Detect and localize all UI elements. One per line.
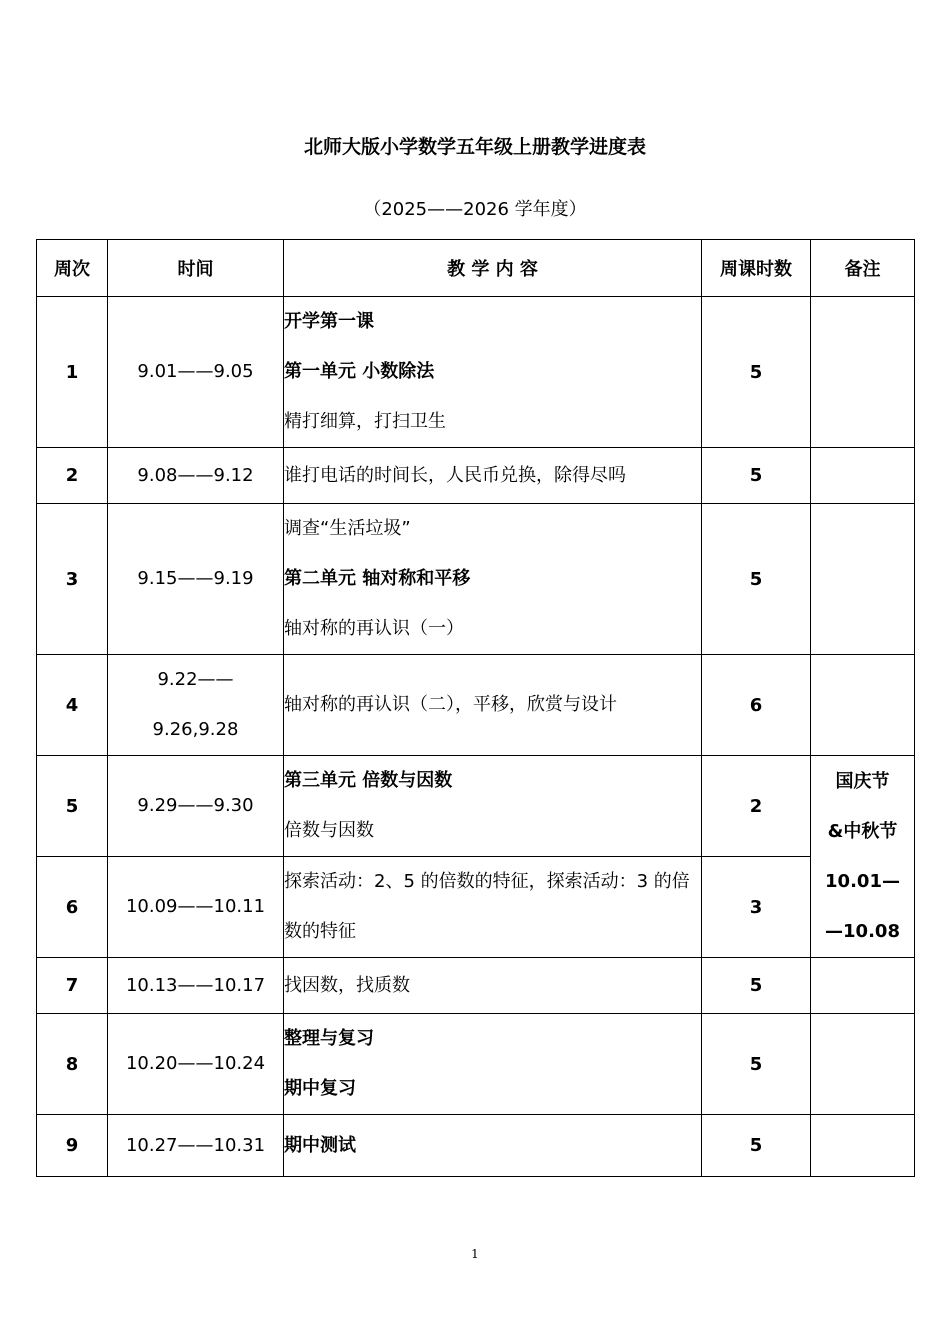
header-time: 时间	[108, 240, 284, 297]
time-cell: 10.09——10.11	[108, 857, 284, 958]
hours-cell: 5	[702, 1014, 811, 1115]
content-line: 谁打电话的时间长，人民币兑换，除得尽吗	[284, 464, 626, 486]
time-cell: 10.13——10.17	[108, 958, 284, 1014]
remarks-cell	[811, 1014, 915, 1115]
remarks-cell	[811, 958, 915, 1014]
table-row	[37, 756, 915, 857]
remark-line: 10.01—	[825, 870, 900, 892]
remarks-cell	[811, 297, 915, 448]
week-cell: 6	[37, 857, 108, 958]
content-cell	[284, 1014, 702, 1115]
content-line: 精打细算，打扫卫生	[284, 411, 446, 432]
time-cell: 10.20——10.24	[108, 1014, 284, 1115]
table-row	[37, 1014, 915, 1115]
week-cell: 3	[37, 504, 108, 655]
content-cell	[284, 1115, 702, 1177]
week-cell: 5	[37, 756, 108, 857]
time-cell: 9.29——9.30	[108, 756, 284, 857]
hours-cell: 5	[702, 504, 811, 655]
schedule-table	[36, 239, 915, 1177]
week-cell: 1	[37, 297, 108, 448]
table-row	[37, 655, 915, 756]
hours-cell: 6	[702, 655, 811, 756]
content-line: 调查“生活垃圾”	[284, 518, 411, 539]
holiday-remark-cell	[811, 756, 915, 958]
table-row	[37, 1115, 915, 1177]
week-cell: 9	[37, 1115, 108, 1177]
remark-line: —10.08	[825, 920, 900, 942]
time-cell: 9.08——9.12	[108, 448, 284, 504]
content-cell	[284, 958, 702, 1014]
page-title: 北师大版小学数学五年级上册教学进度表	[303, 136, 646, 158]
time-cell: 9.01——9.05	[108, 297, 284, 448]
table-row	[37, 958, 915, 1014]
remark-line: 国庆节	[835, 770, 890, 792]
page-number: 1	[471, 1247, 479, 1261]
header-hours: 周课时数	[702, 240, 811, 297]
time-cell	[108, 655, 284, 756]
week-cell: 7	[37, 958, 108, 1014]
time-line: 9.26,9.28	[152, 719, 239, 740]
content-line: 轴对称的再认识（一）	[284, 618, 464, 639]
hours-cell: 5	[702, 297, 811, 448]
content-cell	[284, 655, 702, 756]
hours-cell: 2	[702, 756, 811, 857]
remark-line: &中秋节	[827, 820, 898, 842]
content-line: 整理与复习	[284, 1028, 374, 1049]
remarks-cell	[811, 655, 915, 756]
time-cell: 10.27——10.31	[108, 1115, 284, 1177]
header-week: 周次	[37, 240, 108, 297]
week-cell: 4	[37, 655, 108, 756]
time-line: 9.22——	[157, 669, 234, 690]
hours-cell: 5	[702, 448, 811, 504]
remarks-cell	[811, 448, 915, 504]
header-remarks: 备注	[811, 240, 915, 297]
table-row	[37, 448, 915, 504]
content-line: 第二单元 轴对称和平移	[284, 568, 471, 589]
table-header-row	[37, 240, 915, 297]
remarks-cell	[811, 504, 915, 655]
content-line: 期中测试	[284, 1134, 356, 1156]
content-line: 轴对称的再认识（二），平移，欣赏与设计	[284, 694, 617, 715]
table-row	[37, 297, 915, 448]
content-line: 第三单元 倍数与因数	[284, 770, 453, 791]
table-row	[37, 857, 915, 958]
hours-cell: 5	[702, 1115, 811, 1177]
remarks-cell	[811, 1115, 915, 1177]
content-cell	[284, 504, 702, 655]
content-line: 开学第一课	[284, 311, 374, 332]
time-cell: 9.15——9.19	[108, 504, 284, 655]
week-cell: 8	[37, 1014, 108, 1115]
header-content: 教 学 内 容	[284, 240, 702, 297]
content-line: 期中复习	[284, 1078, 356, 1099]
hours-cell: 3	[702, 857, 811, 958]
content-cell	[284, 448, 702, 504]
content-line: 探索活动：2、5 的倍数的特征，探索活动：3 的倍数的特征	[284, 871, 690, 942]
table-row	[37, 504, 915, 655]
hours-cell: 5	[702, 958, 811, 1014]
content-cell	[284, 297, 702, 448]
content-cell	[284, 756, 702, 857]
content-cell	[284, 857, 702, 958]
content-line: 找因数，找质数	[284, 974, 410, 996]
page-subtitle: （2025——2026 学年度）	[363, 199, 587, 220]
content-line: 倍数与因数	[284, 820, 374, 841]
content-line: 第一单元 小数除法	[284, 361, 435, 382]
week-cell: 2	[37, 448, 108, 504]
